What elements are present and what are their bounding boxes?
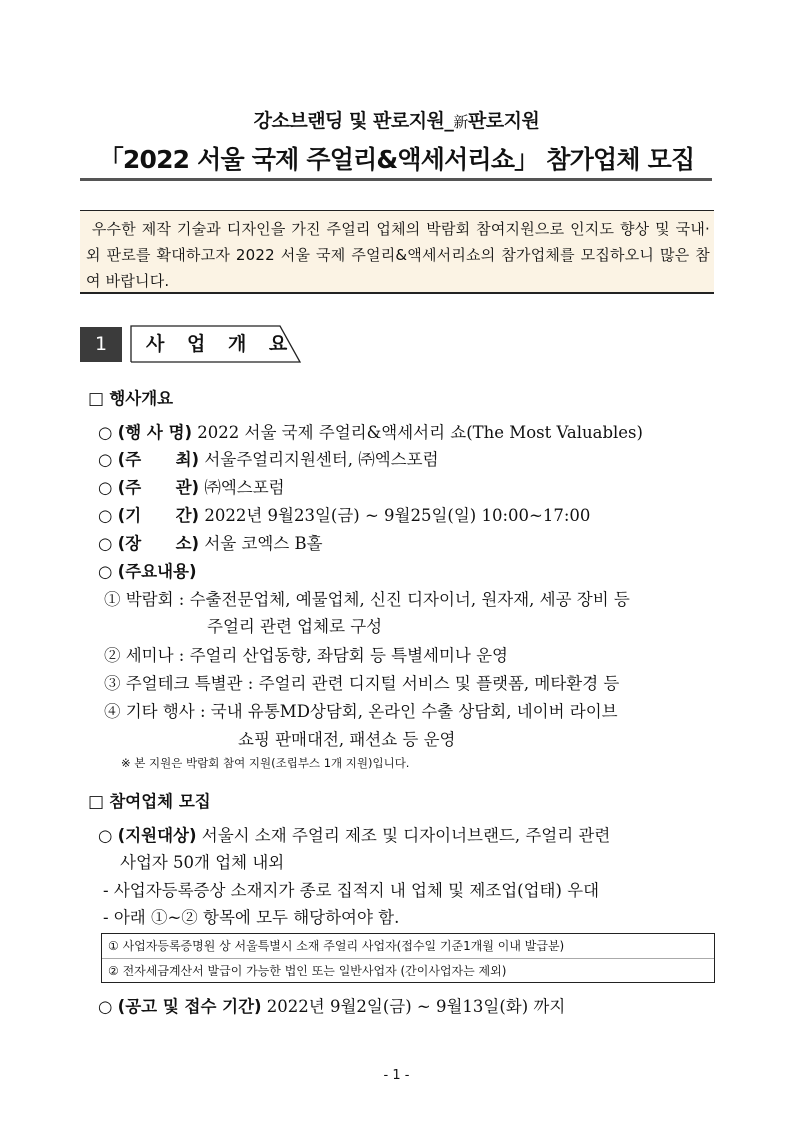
overview-item-name: ○ (행 사 명) 2022 서울 국제 주얼리&액세서리 쇼(The Most Valuables)	[98, 423, 643, 442]
content-jeweltech: ③ 주얼테크 특별관 : 주얼리 관련 디지털 서비스 및 플랫폼, 메타환경 등	[104, 674, 620, 693]
overview-item-organizer: ○ (주 관) ㈜엑스포럼	[98, 478, 285, 497]
criteria-item: ② 전자세금계산서 발급이 가능한 법인 또는 일반사업자 (간이사업자는 제외)	[102, 958, 714, 982]
criteria-item: ① 사업자등록증명원 상 서울특별시 소재 주얼리 사업자(접수일 기준1개월 이내 발급분)	[108, 939, 565, 953]
overview-item-host: ○ (주 최) 서울주얼리지원센터, ㈜엑스포럼	[98, 450, 439, 469]
content-other-events: ④ 기타 행사 : 국내 유통MD상담회, 온라인 수출 상담회, 네이버 라이브	[104, 702, 618, 721]
checkbox-square-icon: □	[88, 792, 105, 812]
section-title: 사 업 개 요	[146, 333, 296, 355]
document-subtitle: 강소브랜딩 및 판로지원_新판로지원	[253, 110, 540, 132]
application-period: ○ (공고 및 접수 기간) 2022년 9월2일(금) ~ 9월13일(화) 까지	[98, 997, 566, 1016]
content-other-events-cont: 쇼핑 판매대전, 패션쇼 등 운영	[238, 730, 456, 749]
support-note: ※ 본 지원은 박람회 참여 지원(조립부스 1개 지원)입니다.	[121, 756, 410, 770]
section-number: 1	[80, 327, 122, 362]
overview-item-venue: ○ (장 소) 서울 코엑스 B홀	[98, 534, 323, 553]
content-seminar: ② 세미나 : 주얼리 산업동향, 좌담회 등 특별세미나 운영	[104, 646, 508, 665]
checkbox-square-icon: □	[88, 389, 105, 409]
target-line: ○ (지원대상) 서울시 소재 주얼리 제조 및 디자이너브랜드, 주얼리 관련	[98, 826, 611, 845]
title-underline	[80, 178, 712, 181]
section-title-tab	[130, 325, 302, 363]
overview-heading: □ 행사개요	[88, 389, 174, 409]
intro-box	[80, 210, 714, 294]
intro-text: 우수한 제작 기술과 디자인을 가진 주얼리 업체의 박람회 참여지원으로 인지도 향상 및 국내·외 판로를 확대하고자 2022 서울 국제 주얼리&액세서리쇼의 참가업체를 모집하오니 많은 참여 바랍니다.	[86, 220, 710, 290]
overview-item-period: ○ (기 간) 2022년 9월23일(금) ~ 9월25일(일) 10:00~17:00	[98, 506, 591, 525]
preference-line: - 사업자등록증상 소재지가 종로 집적지 내 업체 및 제조업(업태) 우대	[103, 881, 600, 900]
recruitment-heading: □ 참여업체 모집	[88, 792, 211, 812]
content-exhibition-cont: 주얼리 관련 업체로 구성	[207, 617, 383, 636]
target-line-cont: 사업자 50개 업체 내외	[120, 853, 285, 872]
overview-item-contents: ○ (주요내용)	[98, 562, 197, 581]
page-number: - 1 -	[383, 1068, 410, 1083]
criteria-box	[101, 933, 715, 983]
requirement-line: - 아래 ①~② 항목에 모두 해당하여야 함.	[103, 908, 400, 927]
document-title: 「2022 서울 국제 주얼리&액세서리쇼」 참가업체 모집	[98, 145, 695, 174]
content-exhibition: ① 박람회 : 수출전문업체, 예물업체, 신진 디자이너, 원자재, 세공 장비 등	[104, 590, 630, 609]
